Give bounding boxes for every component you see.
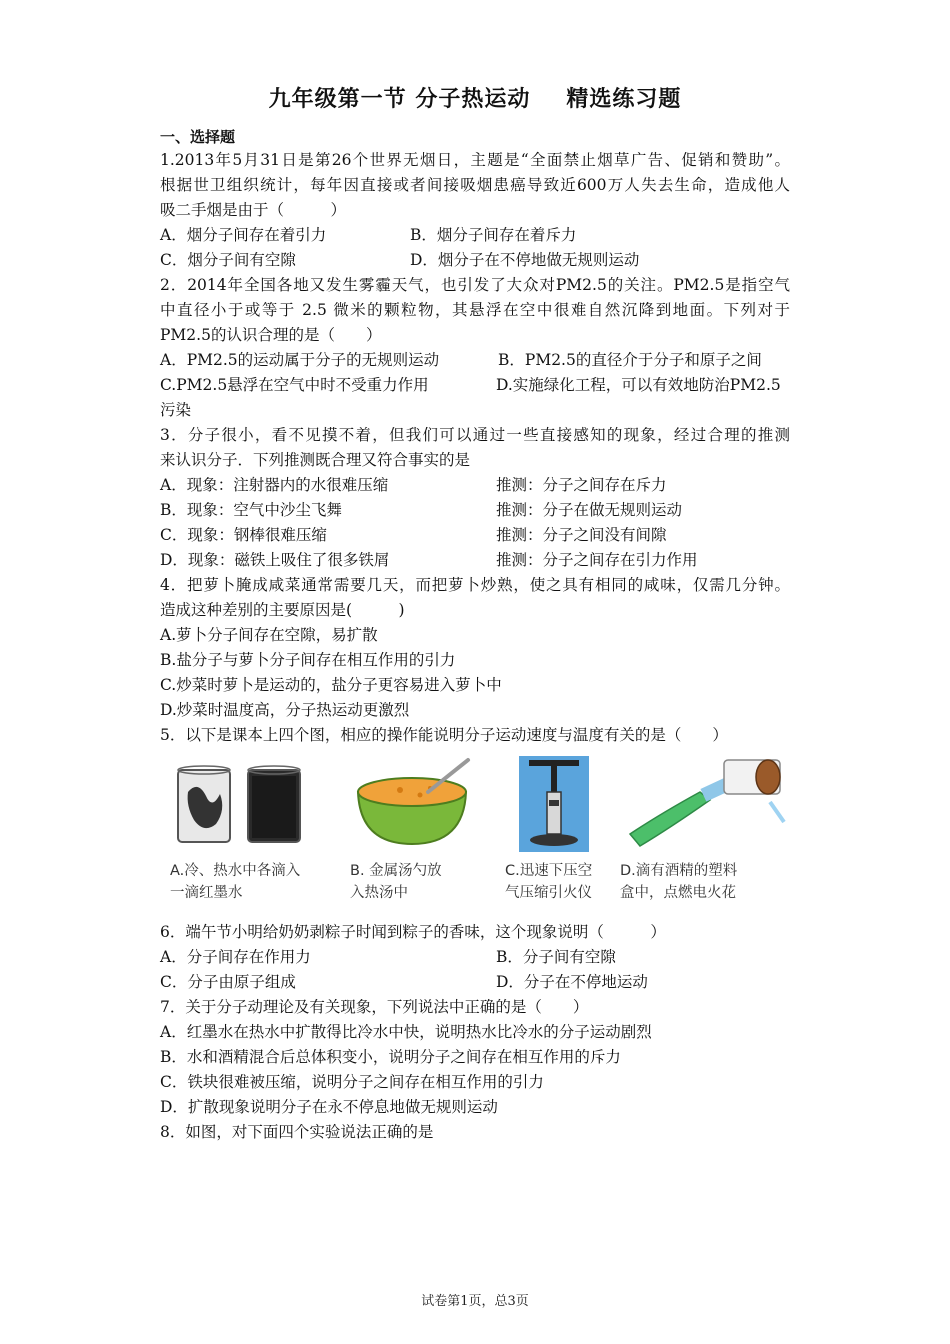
q2-option-d-wrap: 污染 (160, 401, 192, 419)
q2-line-1: 2．2014年全国各地又发生雾霾天气，也引发了大众对PM2.5的关注。PM2.5是指空气 (160, 276, 790, 294)
section-heading: 一、选择题 (160, 128, 236, 146)
q5-line-1: 5．以下是课本上四个图，相应的操作能说明分子运动速度与温度有关的是（ ） (160, 726, 728, 744)
q3-option-a-inference: 推测：分子之间存在斥力 (496, 476, 667, 494)
figure-b (350, 752, 490, 912)
q3-option-a-observation: A．现象：注射器内的水很难压缩 (160, 476, 389, 494)
title-main: 九年级第一节 分子热运动 (268, 87, 531, 112)
q5-figure-row (160, 752, 780, 912)
q1-option-d: D．烟分子在不停地做无规则运动 (410, 251, 640, 269)
spark-gun-icon (620, 752, 790, 852)
q3-option-c-observation: C．现象：钢棒很难压缩 (160, 526, 327, 544)
q7-option-a: A．红墨水在热水中扩散得比冷水中快，说明热水比冷水的分子运动剧烈 (160, 1023, 652, 1041)
fire-syringe-icon (505, 752, 635, 856)
q2-option-b: B．PM2.5的直径介于分子和原子之间 (498, 351, 762, 369)
q4-option-a: A.萝卜分子间存在空隙，易扩散 (160, 626, 378, 644)
soup-bowl-icon (350, 752, 490, 852)
q2-line-2: 中直径小于或等于 2.5 微米的颗粒物，其悬浮在空中很难自然沉降到地面。下列对于 (160, 301, 790, 319)
q4-option-d: D.炒菜时温度高，分子热运动更激烈 (160, 701, 410, 719)
q3-option-d-inference: 推测：分子之间存在引力作用 (496, 551, 698, 569)
page-footer: 试卷第1页，总3页 (421, 1294, 529, 1309)
title-sub: 精选练习题 (566, 87, 682, 112)
q4-line-2: 造成这种差别的主要原因是( ) (160, 601, 405, 619)
q1-line-3: 吸二手烟是由于（ ） (160, 201, 347, 219)
q6-option-c: C．分子由原子组成 (160, 973, 296, 991)
q6-line-1: 6．端午节小明给奶奶剥粽子时闻到粽子的香味，这个现象说明（ ） (160, 923, 666, 941)
q7-option-c: C．铁块很难被压缩，说明分子之间存在相互作用的引力 (160, 1073, 544, 1091)
q2-option-a: A．PM2.5的运动属于分子的无规则运动 (160, 351, 440, 369)
figure-a-caption: A.冷、热水中各滴入 一滴红墨水 (170, 863, 301, 901)
figure-b-caption: B. 金属汤勺放 入热汤中 (350, 863, 442, 901)
q6-option-b: B．分子间有空隙 (496, 948, 616, 966)
q1-option-a: A．烟分子间存在着引力 (160, 226, 327, 244)
q4-option-c: C.炒菜时萝卜是运动的，盐分子更容易进入萝卜中 (160, 676, 502, 694)
q8-line-1: 8．如图，对下面四个实验说法正确的是 (160, 1123, 434, 1141)
q3-option-d-observation: D．现象：磁铁上吸住了很多铁屑 (160, 551, 390, 569)
figure-a (170, 752, 310, 912)
q6-option-d: D．分子在不停地运动 (496, 973, 648, 991)
q1-line-2: 根据世卫组织统计，每年因直接或者间接吸烟患癌导致近600万人失去生命，造成他人 (160, 176, 790, 194)
q4-option-b: B.盐分子与萝卜分子间存在相互作用的引力 (160, 651, 456, 669)
q3-line-1: 3．分子很小，看不见摸不着，但我们可以通过一些直接感知的现象，经过合理的推测 (160, 426, 790, 444)
q3-line-2: 来认识分子．下列推测既合理又符合事实的是 (160, 451, 471, 469)
figure-d-caption: D.滴有酒精的塑料 盒中，点燃电火花 (620, 863, 738, 901)
two-glasses-icon (170, 752, 320, 852)
figure-c-caption: C.迅速下压空 气压缩引火仪 (505, 863, 593, 901)
figure-d (620, 752, 760, 912)
q6-option-a: A．分子间存在作用力 (160, 948, 311, 966)
q1-line-1: 1.2013年5月31日是第26个世界无烟日，主题是“全面禁止烟草广告、促销和赞助”。 (160, 151, 790, 169)
q2-option-d: D.实施绿化工程，可以有效地防治PM2.5 (496, 376, 781, 394)
q7-option-b: B．水和酒精混合后总体积变小，说明分子之间存在相互作用的斥力 (160, 1048, 621, 1066)
q3-option-c-inference: 推测：分子之间没有间隙 (496, 526, 667, 544)
q7-line-1: 7．关于分子动理论及有关现象，下列说法中正确的是（ ） (160, 998, 589, 1016)
q1-option-b: B．烟分子间存在着斥力 (410, 226, 577, 244)
q4-line-1: 4．把萝卜腌成咸菜通常需要几天，而把萝卜炒熟，使之具有相同的咸味，仅需几分钟。 (160, 576, 790, 594)
q1-option-c: C．烟分子间有空隙 (160, 251, 296, 269)
q3-option-b-inference: 推测：分子在做无规则运动 (496, 501, 683, 519)
q2-option-c: C.PM2.5悬浮在空气中时不受重力作用 (160, 376, 429, 394)
page-title (0, 82, 950, 113)
q2-line-3: PM2.5的认识合理的是（ ） (160, 326, 382, 344)
q3-option-b-observation: B．现象：空气中沙尘飞舞 (160, 501, 342, 519)
q7-option-d: D．扩散现象说明分子在永不停息地做无规则运动 (160, 1098, 498, 1116)
